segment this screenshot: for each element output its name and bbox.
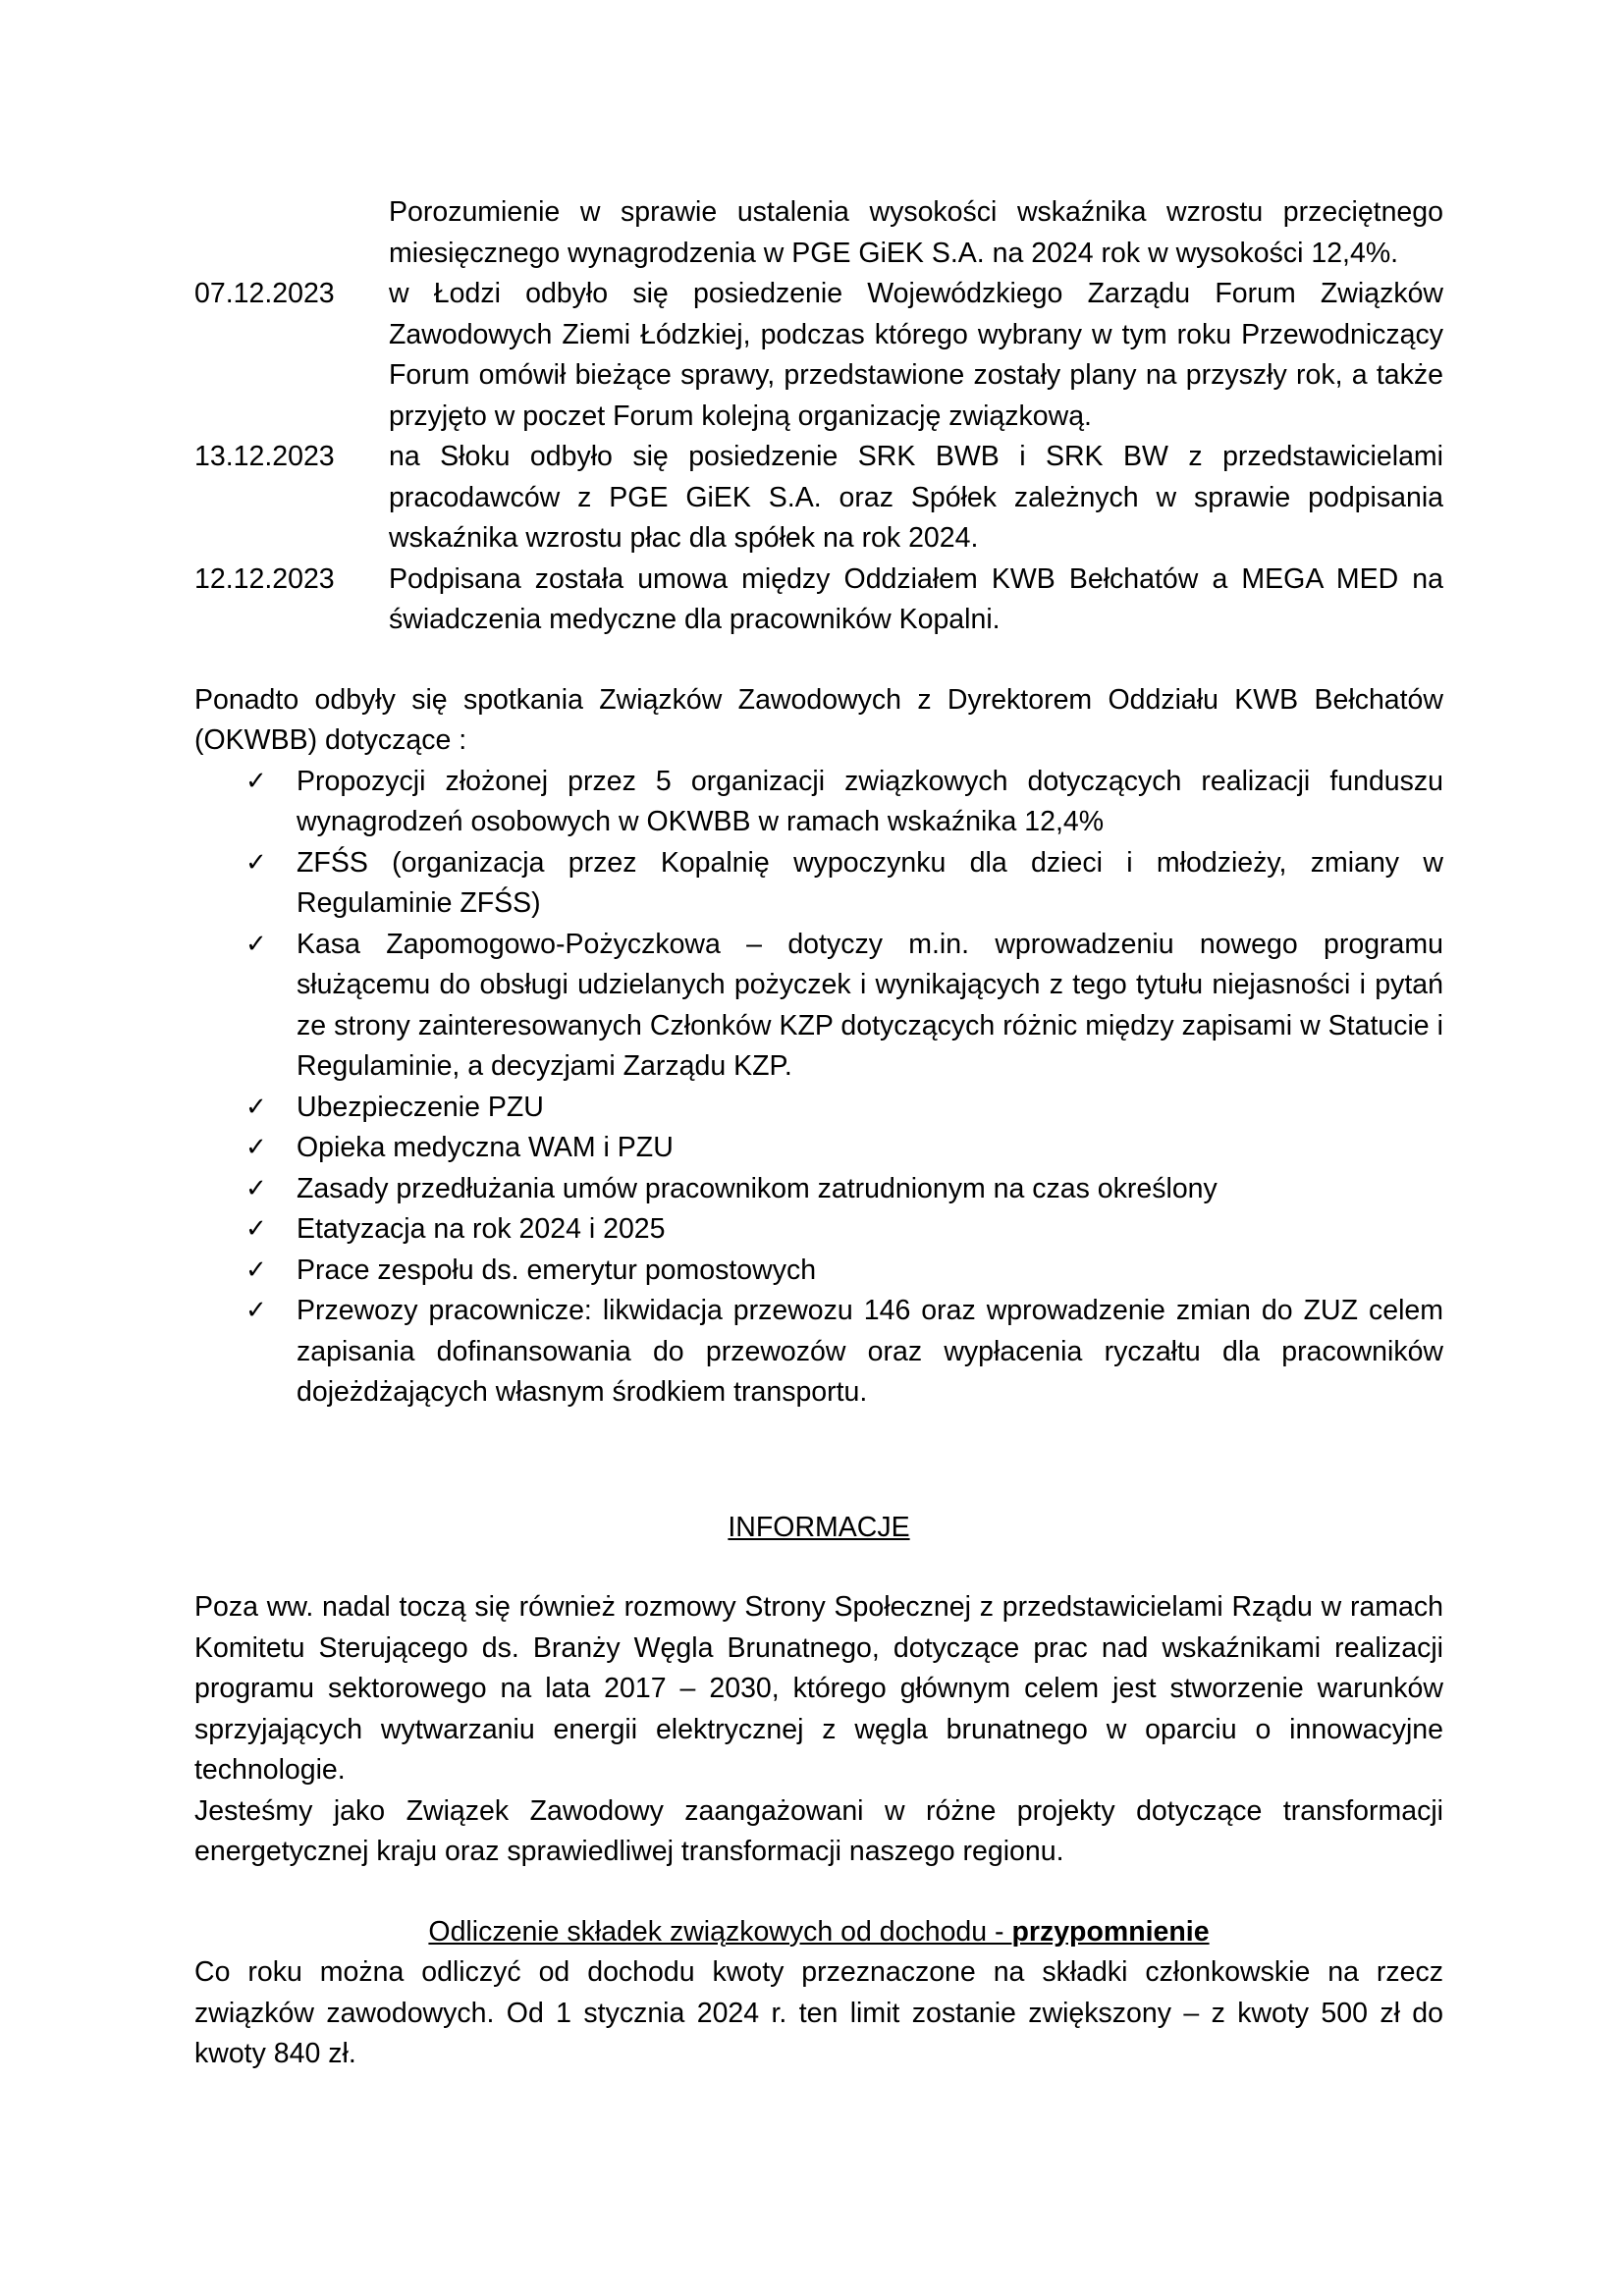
list-item-text: Opieka medyczna WAM i PZU xyxy=(297,1132,674,1163)
deduction-heading xyxy=(194,1912,1443,1953)
checkmark-icon: ✓ xyxy=(245,847,267,878)
list-item-text: Przewozy pracownicze: likwidacja przewozu 146 oraz wprowadzenie zmian do ZUZ celem zapisania dofinansowania do przewozów oraz wypłacenia ryczałtu dla pracowników dojeżdżających własnym środkiem transportu. xyxy=(297,1295,1443,1408)
entry xyxy=(194,274,1443,437)
deduction-heading-bold: przypomnienie xyxy=(1011,1915,1210,1948)
meetings-intro: Ponadto odbyły się spotkania Związków Zawodowych z Dyrektorem Oddziału KWB Bełchatów (OKWBB) dotyczące : xyxy=(194,683,1443,756)
checkmark-icon: ✓ xyxy=(245,1133,267,1162)
document-page xyxy=(194,192,1443,2075)
list-item xyxy=(245,762,1443,843)
entry-text: Porozumienie w sprawie ustalenia wysokości wskaźnika wzrostu przeciętnego miesięcznego wynagrodzenia w PGE GiEK S.A. na 2024 rok w wysokości 12,4%. xyxy=(389,196,1443,269)
deduction-paragraph: Co roku można odliczyć od dochodu kwoty przeznaczone na składki członkowskie na rzecz związków zawodowych. Od 1 stycznia 2024 r. ten limit zostanie zwiększony – z kwoty 500 zł do kwoty 840 zł. xyxy=(194,1956,1443,2069)
entry-text: w Łodzi odbyło się posiedzenie Wojewódzkiego Zarządu Forum Związków Zawodowych Ziemi Łódzkiej, podczas którego wybrany w tym roku Przewodniczący Forum omówił bieżące sprawy, przedstawione zostały plany na przyszły rok, a także przyjęto w poczet Forum kolejną organizację związkową. xyxy=(389,278,1443,432)
checkmark-icon: ✓ xyxy=(245,766,267,796)
list-item-text: Etatyzacja na rok 2024 i 2025 xyxy=(297,1213,666,1245)
entry xyxy=(194,437,1443,560)
list-item-text: Kasa Zapomogowo-Pożyczkowa – dotyczy m.in. wprowadzeniu nowego programu służącemu do obsługi udzielanych pożyczek i wynikających z tego tytułu niejasności i pytań ze strony zainteresowanych Członków KZP dotyczących różnic między zapisami w Statucie i Regulaminie, a decyzjami Zarządu KZP. xyxy=(297,928,1443,1082)
entry-text: na Słoku odbyło się posiedzenie SRK BWB i SRK BW z przedstawicielami pracodawców z PGE GiEK S.A. oraz Spółek zależnych w sprawie podpisania wskaźnika wzrostu płac dla spółek na rok 2024. xyxy=(389,441,1443,554)
list-item xyxy=(245,1209,1443,1251)
entries-list xyxy=(194,192,1443,641)
entry-date xyxy=(194,192,389,274)
checkmark-icon: ✓ xyxy=(245,1092,267,1122)
info-paragraph: Poza ww. nadal toczą się również rozmowy Strony Społecznej z przedstawicielami Rządu w ramach Komitetu Sterującego ds. Branży Węgla Brunatnego, dotyczące prac nad wskaźnikami realizacji programu sektorowego na lata 2017 – 2030, którego głównym celem jest stworzenie warunków sprzyjających wytwarzaniu energii elektrycznej z węgla brunatnego w oparciu o innowacyjne technologie. xyxy=(194,1591,1443,1786)
list-item xyxy=(245,925,1443,1088)
info-paragraph: Jesteśmy jako Związek Zawodowy zaangażowani w różne projekty dotyczące transformacji energetycznej kraju oraz sprawiedliwej transformacji naszego regionu. xyxy=(194,1794,1443,1867)
checkmark-icon: ✓ xyxy=(245,1214,267,1244)
list-item-text: Prace zespołu ds. emerytur pomostowych xyxy=(297,1254,817,1286)
entry-date: 13.12.2023 xyxy=(194,441,335,472)
list-item-text: ZFŚS (organizacja przez Kopalnię wypoczynku dla dzieci i młodzieży, zmiany w Regulaminie ZFŚS) xyxy=(297,846,1443,919)
entry-date: 07.12.2023 xyxy=(194,278,335,309)
list-item-text: Zasady przedłużania umów pracownikom zatrudnionym na czas określony xyxy=(297,1172,1218,1204)
entry-text: Podpisana została umowa między Oddziałem KWB Bełchatów a MEGA MED na świadczenia medyczne dla pracowników Kopalni. xyxy=(389,562,1443,635)
info-heading: INFORMACJE xyxy=(728,1511,910,1543)
checkmark-icon: ✓ xyxy=(245,1173,267,1203)
checkmark-icon: ✓ xyxy=(245,1255,267,1285)
checkmark-icon: ✓ xyxy=(245,1296,267,1325)
entry-date: 12.12.2023 xyxy=(194,562,335,595)
meetings-list xyxy=(194,762,1443,1414)
list-item xyxy=(245,1128,1443,1169)
list-item xyxy=(245,1251,1443,1292)
list-item xyxy=(245,1169,1443,1210)
list-item-text: Propozycji złożonej przez 5 organizacji związkowych dotyczących realizacji funduszu wynagrodzeń osobowych w OKWBB w ramach wskaźnika 12,4% xyxy=(297,765,1443,837)
list-item-text: Ubezpieczenie PZU xyxy=(297,1091,544,1123)
entry xyxy=(194,192,1443,274)
deduction-heading-text: Odliczenie składek związkowych od dochodu - xyxy=(428,1915,1012,1948)
entry xyxy=(194,560,1443,641)
list-item xyxy=(245,843,1443,925)
list-item xyxy=(245,1291,1443,1414)
list-item xyxy=(245,1088,1443,1129)
checkmark-icon: ✓ xyxy=(245,929,267,959)
